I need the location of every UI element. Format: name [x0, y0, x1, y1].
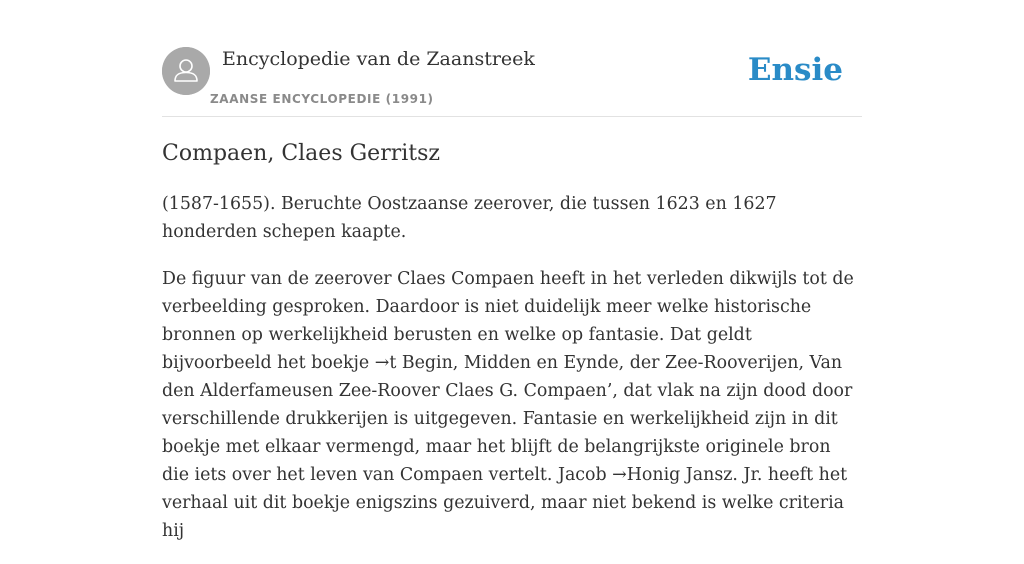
brand-logo[interactable]: Ensie	[747, 52, 843, 88]
source-header	[162, 46, 862, 117]
source-subtitle[interactable]: ZAANSE ENCYCLOPEDIE (1991)	[210, 92, 434, 106]
article-intro: (1587-1655). Beruchte Oostzaanse zeerover, die tussen 1623 en 1627 honderden schepen kaapte.	[162, 194, 777, 242]
article-body: De figuur van de zeerover Claes Compaen heeft in het verleden dikwijls tot de verbeelding gesproken. Daardoor is niet duidelijk meer welke historische bronnen op werkelijkheid berusten en welke op fantasie. Dat geldt bijvoorbeeld het boekje →t Begin, Midden en Eynde, der Zee-Rooverijen, Van den Alderfameusen Zee-Roover Claes G. Compaen’, dat vlak na zijn dood door verschillende drukkerijen is uitgegeven. Fantasie en werkelijkheid zijn in dit boekje met elkaar vermengd, maar het blijft de belangrijkste originele bron die iets over het leven van Compaen vertelt. Jacob →Honig Jansz. Jr. heeft het verhaal uit dit boekje enigszins gezuiverd, maar niet bekend is welke criteria hij	[162, 269, 854, 541]
article	[162, 138, 857, 564]
avatar-graphic	[162, 47, 210, 95]
source-title[interactable]: Encyclopedie van de Zaanstreek	[222, 48, 535, 70]
article-title: Compaen, Claes Gerritsz	[162, 141, 440, 166]
user-silhouette-icon[interactable]	[162, 47, 210, 95]
